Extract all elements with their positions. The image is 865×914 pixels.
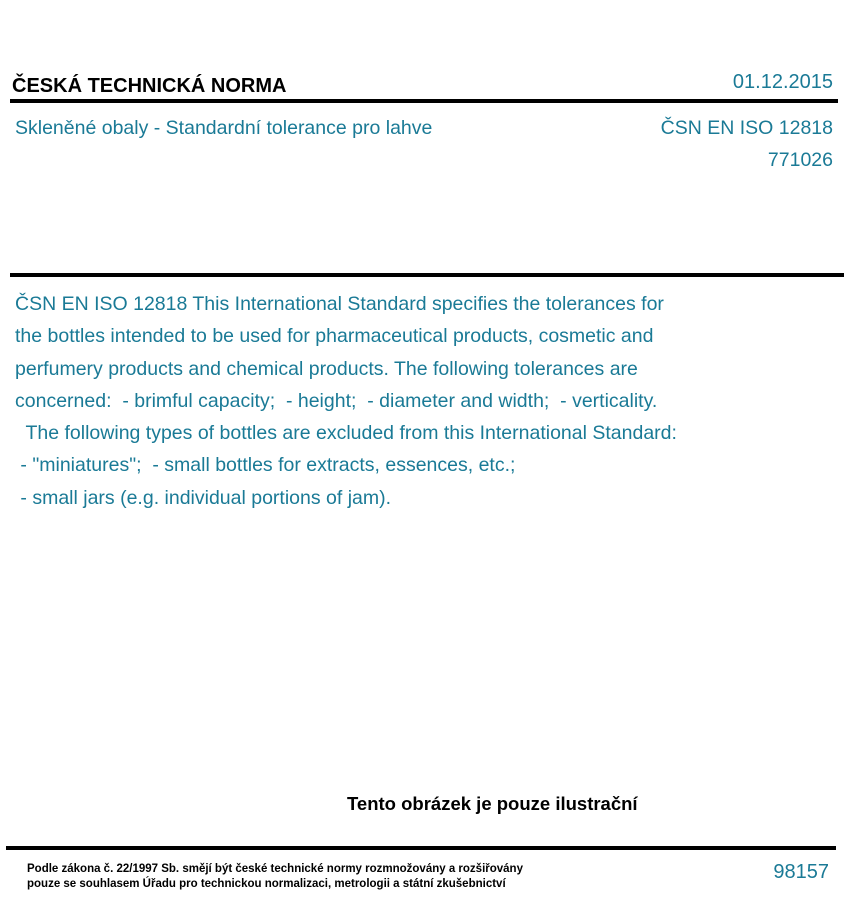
abstract-text	[15, 288, 765, 514]
issue-date: 01.12.2015	[732, 71, 833, 93]
abstract-line: - small jars (e.g. individual portions of jam).	[15, 486, 392, 509]
abstract-line: perfumery products and chemical products. The following tolerances are	[15, 357, 638, 380]
abstract-line: - "miniatures"; - small bottles for extracts, essences, etc.;	[15, 454, 516, 477]
price-code: 98157	[773, 861, 829, 883]
abstract-line: The following types of bottles are excluded from this International Standard:	[15, 422, 677, 445]
header-rule-top	[10, 99, 838, 103]
footer-rule	[6, 846, 836, 850]
catalog-number: 771026	[767, 149, 833, 171]
standard-number: ČSN EN ISO 12818	[660, 117, 833, 139]
abstract-line: the bottles intended to be used for pharmaceutical products, cosmetic and	[15, 325, 654, 348]
illustration-notice: Tento obrázek je pouze ilustrační	[347, 793, 638, 814]
header-rule-bottom	[10, 273, 844, 277]
abstract-line: concerned: - brimful capacity; - height; - diameter and width; - verticality.	[15, 389, 658, 412]
legal-notice-line-2: pouze se souhlasem Úřadu pro technickou normalizaci, metrologii a státní zkušebnictví	[27, 878, 506, 890]
abstract-line: ČSN EN ISO 12818 This International Standard specifies the tolerances for	[15, 293, 664, 315]
norm-title: ČESKÁ TECHNICKÁ NORMA	[12, 75, 287, 97]
legal-notice-line-1: Podle zákona č. 22/1997 Sb. smějí být české technické normy rozmnožovány a rozšiřovány	[27, 863, 523, 875]
document-title: Skleněné obaly - Standardní tolerance pro lahve	[15, 117, 433, 139]
